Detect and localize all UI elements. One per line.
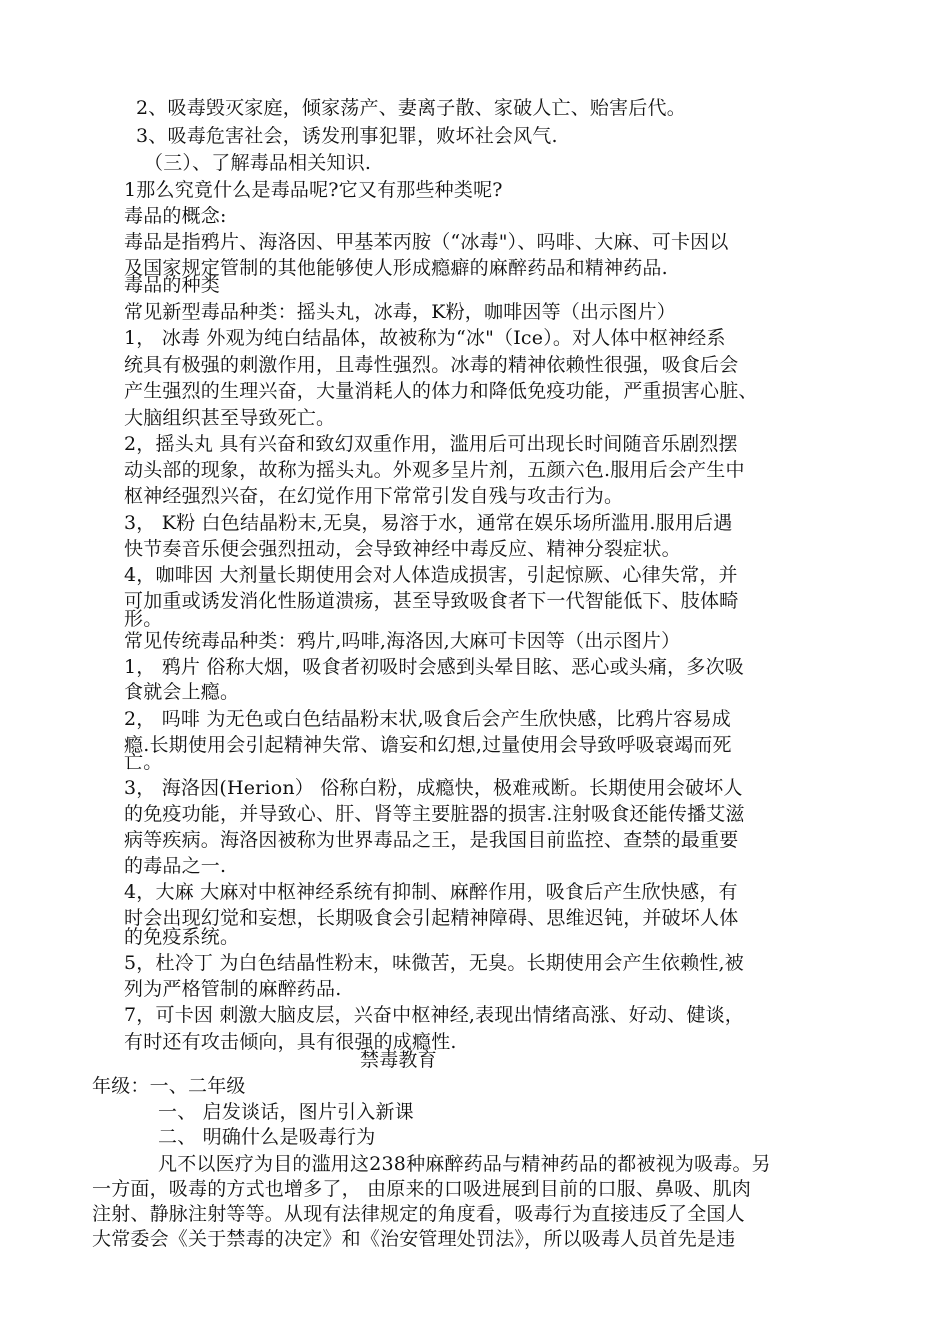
text-line: 7，可卡因 刺激大脑皮层，兴奋中枢神经,表现出情绪高涨、好动、健谈，	[124, 1004, 744, 1026]
lesson-step: 一、 启发谈话，图片引入新课	[158, 1101, 414, 1123]
text-line: 瘾.长期使用会引起精神失常、谵妄和幻想,过量使用会导致呼吸衰竭而死	[124, 734, 732, 756]
grade-label: 年级：一、二年级	[92, 1075, 246, 1097]
text-line: 1那么究竟什么是毒品呢?它又有那些种类呢?	[124, 179, 503, 201]
text-line: 3， K粉 白色结晶粉末,无臭，易溶于水，通常在娱乐场所滥用.服用后遇	[124, 512, 733, 534]
text-line: 可加重或诱发消化性肠道溃疡，甚至导致吸食者下一代智能低下、肢体畸	[124, 590, 739, 612]
page-title: 禁毒教育	[360, 1049, 437, 1071]
text-line: 时会出现幻觉和妄想，长期吸食会引起精神障碍、思维迟钝，并破坏人体	[124, 907, 739, 929]
text-line: 列为严格管制的麻醉药品.	[124, 978, 342, 1000]
text-line: 统具有极强的刺激作用，且毒性强烈。冰毒的精神依赖性很强，吸食后会	[124, 354, 739, 376]
text-line: 2， 吗啡 为无色或白色结晶粉末状,吸食后会产生欣快感，比鸦片容易成	[124, 708, 732, 730]
text-line: 大脑组织甚至导致死亡。	[124, 407, 336, 429]
text-line: 病等疾病。海洛因被称为世界毒品之王，是我国目前监控、查禁的最重要	[124, 829, 739, 851]
text-line: 动头部的现象，故称为摇头丸。外观多呈片剂，五颜六色.服用后会产生中	[124, 459, 745, 481]
text-line: 枢神经强烈兴奋，在幻觉作用下常常引发自残与攻击行为。	[124, 485, 624, 507]
text-line: 有时还有攻击倾向，具有很强的成瘾性.	[124, 1031, 457, 1053]
text-line: 毒品是指鸦片、海洛因、甲基苯丙胺（“冰毒"）、吗啡、大麻、可卡因以	[124, 231, 729, 253]
text-line: 亡。	[124, 751, 163, 773]
text-line: 4，大麻 大麻对中枢神经系统有抑制、麻醉作用，吸食后产生欣快感，有	[124, 881, 738, 903]
text-line: 大常委会《关于禁毒的决定》和《治安管理处罚法》，所以吸毒人员首先是违	[92, 1228, 736, 1250]
subheading: 毒品的种类	[124, 274, 221, 296]
lesson-step: 二、 明确什么是吸毒行为	[158, 1126, 376, 1148]
text-line: 的免疫系统。	[124, 926, 240, 948]
text-line: 注射、静脉注射等等。从现有法律规定的角度看，吸毒行为直接违反了全国人	[92, 1203, 745, 1225]
text-line: 产生强烈的生理兴奋，大量消耗人的体力和降低免疫功能，严重损害心脏、	[124, 380, 758, 402]
text-line: 常见新型毒品种类：摇头丸，冰毒，K粉，咖啡因等（出示图片）	[124, 301, 676, 323]
text-line: 2、吸毒毁灭家庭，倾家荡产、妻离子散、家破人亡、贻害后代。	[136, 97, 686, 119]
text-line: 5，杜冷丁 为白色结晶性粉末，味微苦，无臭。长期使用会产生依赖性,被	[124, 952, 744, 974]
text-line: 1， 鸦片 俗称大烟，吸食者初吸时会感到头晕目眩、恶心或头痛，多次吸	[124, 656, 744, 678]
text-line: 及国家规定管制的其他能够使人形成瘾癖的麻醉药品和精神药品.	[124, 257, 668, 279]
section-heading: （三）、了解毒品相关知识.	[144, 152, 372, 174]
text-line: 食就会上瘾。	[124, 681, 240, 703]
subheading: 毒品的概念:	[124, 205, 227, 227]
text-line: 的毒品之一.	[124, 855, 227, 877]
text-line: 一方面，吸毒的方式也增多了， 由原来的口吸进展到目前的口服、鼻吸、肌肉	[92, 1178, 752, 1200]
text-line: 的免疫功能，并导致心、肝、肾等主要脏器的损害.注射吸食还能传播艾滋	[124, 803, 745, 825]
text-line: 4，咖啡因 大剂量长期使用会对人体造成损害，引起惊厥、心律失常，并	[124, 564, 738, 586]
text-line: 快节奏音乐便会强烈扭动，会导致神经中毒反应、精神分裂症状。	[124, 538, 681, 560]
text-line: 形。	[124, 608, 163, 630]
text-line: 2，摇头丸 具有兴奋和致幻双重作用，滥用后可出现长时间随音乐剧烈摆	[124, 433, 738, 455]
text-line: 常见传统毒品种类：鸦片,吗啡,海洛因,大麻可卡因等（出示图片）	[124, 630, 681, 652]
text-line: 3， 海洛因(Herion） 俗称白粉，成瘾快，极难戒断。长期使用会破坏人	[124, 777, 743, 799]
text-line: 1， 冰毒 外观为纯白结晶体，故被称为“冰"（Ice）。对人体中枢神经系	[124, 327, 726, 349]
text-line: 3、吸毒危害社会，诱发刑事犯罪，败坏社会风气.	[136, 125, 558, 147]
text-line: 凡不以医疗为目的滥用这238种麻醉药品与精神药品的都被视为吸毒。另	[158, 1153, 771, 1175]
